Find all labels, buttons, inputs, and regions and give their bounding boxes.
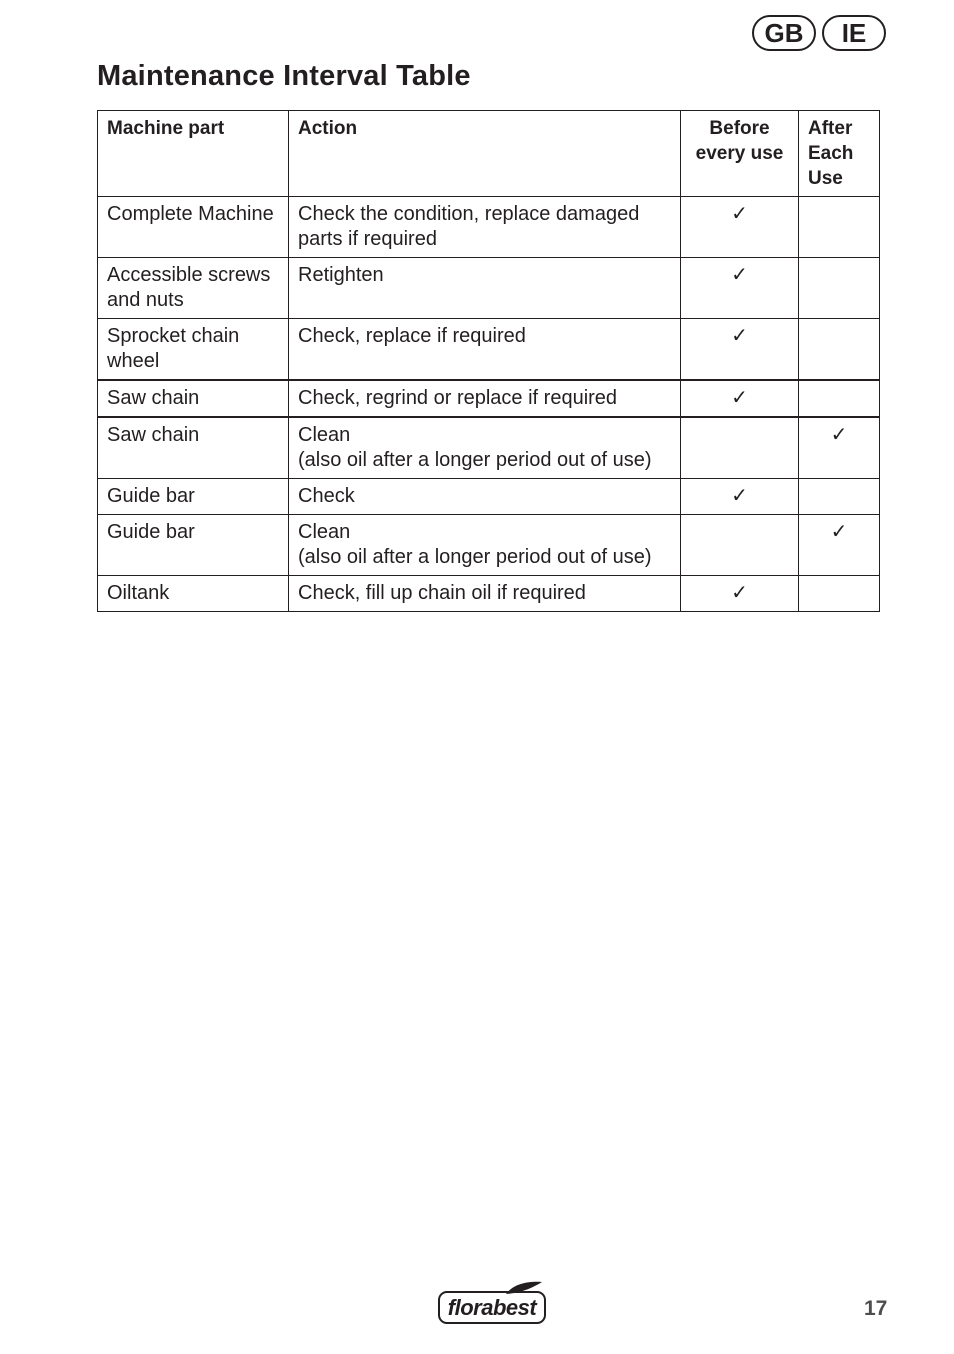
machine-part-cell: Complete Machine	[98, 197, 289, 258]
action-cell: Retighten	[289, 258, 681, 319]
language-badge-ie: IE	[822, 15, 886, 51]
after-use-check	[799, 197, 880, 258]
maintenance-interval-table	[97, 110, 880, 612]
machine-part-cell: Oiltank	[98, 576, 289, 612]
before-use-check: ✓	[681, 479, 799, 515]
table-row	[98, 515, 880, 576]
table-row	[98, 380, 880, 417]
after-use-check	[799, 319, 880, 381]
table-row	[98, 258, 880, 319]
before-use-check: ✓	[681, 380, 799, 417]
machine-part-cell: Saw chain	[98, 380, 289, 417]
language-badges	[752, 15, 886, 51]
action-cell	[289, 515, 681, 576]
after-use-check	[799, 258, 880, 319]
before-use-check: ✓	[681, 576, 799, 612]
machine-part-cell: Accessible screws and nuts	[98, 258, 289, 319]
action-cell: Check	[289, 479, 681, 515]
header-after-each-use: After Each Use	[799, 111, 880, 197]
logo-text: florabest	[438, 1291, 546, 1324]
machine-part-cell: Guide bar	[98, 479, 289, 515]
table-header-row	[98, 111, 880, 197]
table-row	[98, 319, 880, 381]
after-use-check	[799, 576, 880, 612]
table-row	[98, 576, 880, 612]
header-machine-part: Machine part	[98, 111, 289, 197]
action-cell: Check, replace if required	[289, 319, 681, 381]
machine-part-cell: Saw chain	[98, 417, 289, 479]
after-use-check: ✓	[799, 417, 880, 479]
machine-part-cell: Guide bar	[98, 515, 289, 576]
action-cell: Check, fill up chain oil if required	[289, 576, 681, 612]
page-title: Maintenance Interval Table	[97, 60, 471, 92]
action-cell: Check, regrind or replace if required	[289, 380, 681, 417]
header-before-every-use: Before every use	[681, 111, 799, 197]
before-use-check	[681, 515, 799, 576]
after-use-check	[799, 380, 880, 417]
table-row	[98, 197, 880, 258]
action-note: (also oil after a longer period out of use)	[298, 449, 652, 471]
after-use-check: ✓	[799, 515, 880, 576]
page-number: 17	[864, 1297, 888, 1320]
header-action: Action	[289, 111, 681, 197]
before-use-check	[681, 417, 799, 479]
table-row	[98, 417, 880, 479]
action-note: (also oil after a longer period out of use)	[298, 546, 652, 568]
before-use-check: ✓	[681, 197, 799, 258]
after-use-check	[799, 479, 880, 515]
before-use-check: ✓	[681, 258, 799, 319]
language-badge-gb: GB	[752, 15, 816, 51]
action-cell	[289, 417, 681, 479]
action-text: Clean	[298, 521, 351, 543]
table-row	[98, 479, 880, 515]
machine-part-cell: Sprocket chain wheel	[98, 319, 289, 381]
florabest-logo	[438, 1281, 548, 1326]
action-text: Clean	[298, 424, 351, 446]
before-use-check: ✓	[681, 319, 799, 381]
action-cell: Check the condition, replace damaged parts if required	[289, 197, 681, 258]
